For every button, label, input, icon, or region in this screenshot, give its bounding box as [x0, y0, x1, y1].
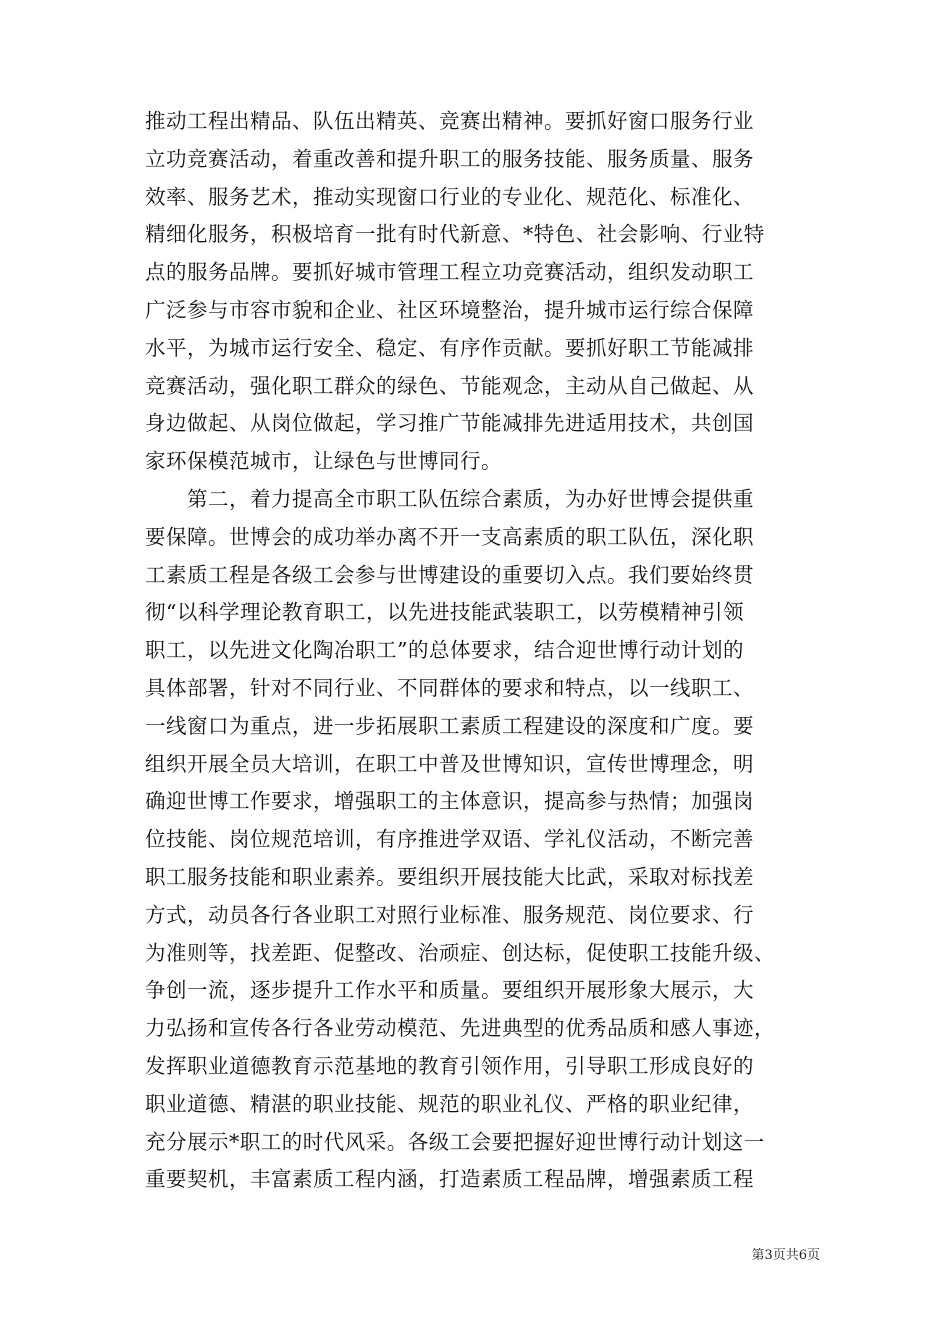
text-line: 要保障。世博会的成功举办离不开一支高素质的职工队伍，深化职 — [145, 524, 754, 549]
text-line: 确迎世博工作要求，增强职工的主体意识，提高参与热情；加强岗 — [145, 789, 754, 814]
text-line: 效率、服务艺术，推动实现窗口行业的专业化、规范化、标准化、 — [145, 184, 754, 209]
text-line: 方式，动员各行各业职工对照行业标准、服务规范、岗位要求、行 — [145, 902, 754, 927]
text-line: 家环保模范城市，让绿色与世博同行。 — [145, 449, 502, 474]
text-line: 立功竞赛活动，着重改善和提升职工的服务技能、服务质量、服务 — [145, 146, 754, 171]
text-line: 竞赛活动，强化职工群众的绿色、节能观念，主动从自己做起、从 — [145, 373, 754, 398]
text-line: 位技能、岗位规范培训，有序推进学双语、学礼仪活动，不断完善 — [145, 827, 754, 852]
text-line: 争创一流，逐步提升工作水平和质量。要组织开展形象大展示，大 — [145, 978, 754, 1003]
text-line: 点的服务品牌。要抓好城市管理工程立功竞赛活动，组织发动职工 — [145, 260, 754, 285]
text-line: 组织开展全员大培训，在职工中普及世博知识，宣传世博理念，明 — [145, 751, 754, 776]
text-line: 职工，以先进文化陶冶职工”的总体要求，结合迎世博行动计划的 — [145, 638, 744, 663]
text-line: 一线窗口为重点，进一步拓展职工素质工程建设的深度和广度。要 — [145, 713, 754, 738]
text-line: 水平，为城市运行安全、稳定、有序作贡献。要抓好职工节能减排 — [145, 335, 754, 360]
text-line: 第二，着力提高全市职工队伍综合素质，为办好世博会提供重 — [145, 486, 754, 511]
page-number: 第3页共6页 — [751, 1248, 820, 1263]
text-line: 推动工程出精品、队伍出精英、竞赛出精神。要抓好窗口服务行业 — [145, 109, 754, 133]
text-line: 具体部署，针对不同行业、不同群体的要求和特点，以一线职工、 — [145, 675, 754, 700]
text-line: 彻“以科学理论教育职工，以先进技能武装职工，以劳模精神引领 — [145, 600, 744, 625]
text-line: 为准则等，找差距、促整改、治顽症、创达标，促使职工技能升级、 — [145, 940, 775, 965]
text-line: 发挥职业道德教育示范基地的教育引领作用，引导职工形成良好的 — [145, 1053, 754, 1078]
text-line: 职工服务技能和职业素养。要组织开展技能大比武，采取对标找差 — [145, 864, 754, 889]
body-text — [145, 103, 825, 1199]
text-line: 工素质工程是各级工会参与世博建设的重要切入点。我们要始终贯 — [145, 562, 754, 587]
text-line: 职业道德、精湛的职业技能、规范的职业礼仪、严格的职业纪律， — [145, 1091, 754, 1116]
text-line: 重要契机，丰富素质工程内涵，打造素质工程品牌，增强素质工程 — [145, 1167, 754, 1192]
text-line: 充分展示*职工的时代风采。各级工会要把握好迎世博行动计划这一 — [145, 1129, 765, 1154]
text-line: 精细化服务，积极培育一批有时代新意、*特色、社会影响、行业特 — [145, 222, 765, 247]
text-line: 力弘扬和宣传各行各业劳动模范、先进典型的优秀品质和感人事迹， — [145, 1016, 775, 1041]
text-line: 广泛参与市容市貌和企业、社区环境整治，提升城市运行综合保障 — [145, 297, 754, 322]
text-line: 身边做起、从岗位做起，学习推广节能减排先进适用技术，共创国 — [145, 411, 754, 436]
